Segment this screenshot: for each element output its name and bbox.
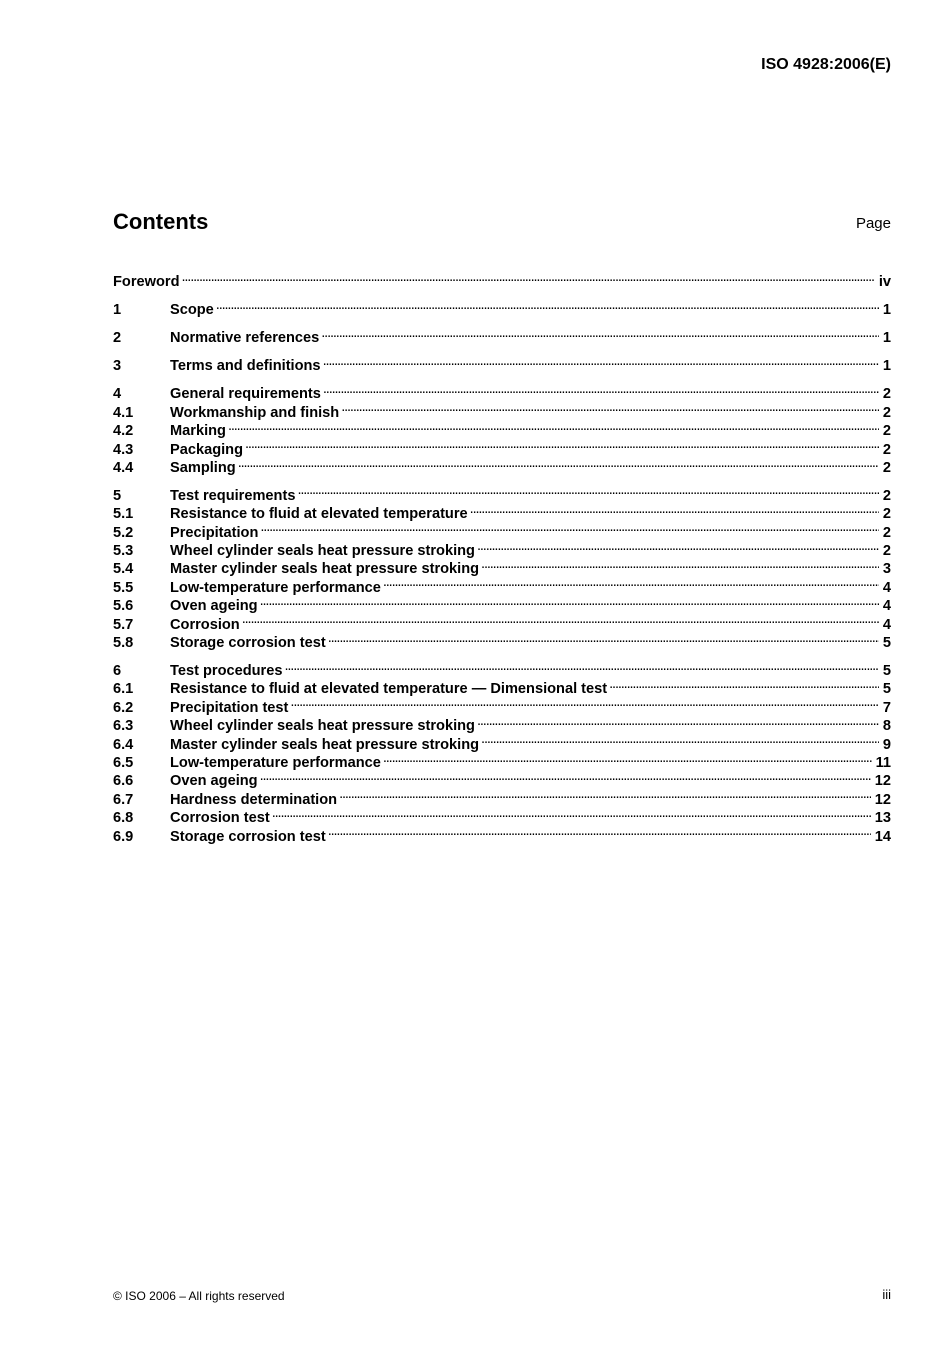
toc-entry-number: 1	[113, 302, 122, 319]
toc-entry-title: Master cylinder seals heat pressure stroking	[170, 736, 480, 753]
toc-entry-title: Sampling	[170, 459, 236, 476]
toc-entry-number: 5.4	[113, 561, 134, 578]
page-column-label: Page	[855, 215, 891, 232]
dot-leader	[468, 500, 879, 518]
toc-entry[interactable]	[113, 296, 891, 319]
toc-entry-title: Wheel cylinder seals heat pressure stroking	[170, 543, 475, 560]
dot-leader	[288, 693, 878, 711]
toc-entry-page: 2	[882, 441, 891, 458]
toc-entry[interactable]	[113, 352, 891, 375]
dot-leader	[381, 573, 879, 591]
toc-entry[interactable]	[113, 417, 891, 440]
toc-entry-page: 9	[882, 736, 891, 753]
toc-entry-number: 4.3	[113, 441, 134, 458]
toc-entry-title: Oven ageing	[170, 598, 258, 615]
toc-entry-page: 14	[874, 828, 891, 845]
dot-leader	[319, 324, 879, 342]
toc-entry-page: 1	[882, 358, 891, 375]
dot-leader	[236, 454, 879, 472]
toc-entry-number: 6.5	[113, 754, 134, 771]
toc-entry-number: 4.4	[113, 459, 134, 476]
toc-entry-number: 6	[113, 662, 122, 679]
dot-leader	[243, 435, 879, 453]
toc-entry[interactable]	[113, 435, 891, 458]
dot-leader	[337, 785, 871, 803]
toc-entry-page: 12	[874, 773, 891, 790]
dot-leader	[475, 537, 879, 555]
toc-entry-number: 5.8	[113, 635, 134, 651]
dot-leader	[479, 555, 879, 573]
dot-leader	[179, 268, 874, 286]
toc-entry-title: Wheel cylinder seals heat pressure stroking	[170, 718, 475, 735]
dot-leader	[258, 767, 871, 785]
toc-entry-number: 6.3	[113, 718, 134, 735]
toc-entry-title: Resistance to fluid at elevated temperature	[170, 506, 468, 523]
copyright-notice: © ISO 2006 – All rights reserved	[113, 1289, 285, 1303]
toc-entry-page: 5	[882, 681, 891, 698]
dot-leader	[214, 296, 879, 314]
toc-entry-number: 5.3	[113, 543, 134, 560]
toc-entry-number: 5.7	[113, 616, 134, 633]
toc-entry-title: Precipitation test	[170, 699, 289, 716]
dot-leader	[321, 352, 879, 370]
toc-entry-page: 1	[882, 330, 891, 347]
toc-entry-title: Test requirements	[170, 487, 296, 504]
dot-leader	[479, 730, 879, 748]
toc-entry-page: iv	[878, 274, 891, 291]
dot-leader	[226, 417, 879, 435]
toc-entry-title: Storage corrosion test	[170, 635, 326, 651]
dot-leader	[270, 804, 871, 822]
toc-entry-title: Low-temperature performance	[170, 754, 381, 771]
toc-entry-title: Storage corrosion test	[170, 828, 326, 845]
toc-entry-title: Workmanship and finish	[170, 404, 340, 421]
dot-leader	[295, 481, 878, 499]
toc-entry-page: 11	[875, 754, 891, 771]
toc-entry-number: 6.2	[113, 699, 134, 716]
toc-entry-number: 4	[113, 386, 122, 403]
toc-entry[interactable]	[113, 268, 891, 291]
toc-entry-number: 5.1	[113, 506, 134, 523]
toc-entry-page: 2	[882, 543, 891, 560]
toc-entry-page: 5	[882, 662, 891, 679]
toc-entry-title: Terms and definitions	[170, 358, 321, 375]
dot-leader	[339, 398, 879, 416]
toc-entry-title: General requirements	[170, 386, 321, 403]
toc-entry[interactable]	[113, 657, 891, 679]
dot-leader	[326, 822, 871, 840]
toc-entry-page: 1	[882, 302, 891, 319]
toc-entry-page: 4	[882, 579, 891, 596]
toc-entry-page: 12	[874, 791, 891, 808]
toc-entry-page: 2	[882, 423, 891, 440]
toc-entry-number: 6.1	[113, 681, 134, 698]
toc-entry-page: 4	[882, 616, 891, 633]
dot-leader	[258, 592, 879, 610]
toc-entry[interactable]	[113, 380, 891, 403]
toc-entry-page: 8	[882, 718, 891, 735]
toc-entry-number: 6.9	[113, 828, 134, 845]
toc-entry-title: Resistance to fluid at elevated temperature — Dimensional test	[170, 681, 608, 698]
toc-entry-number: 4.2	[113, 423, 134, 440]
toc-entry-page: 2	[882, 506, 891, 523]
page-title: Contents	[113, 209, 209, 234]
table-of-contents	[113, 268, 891, 845]
toc-entry-title: Corrosion	[170, 616, 240, 633]
toc-entry-number: 5.6	[113, 598, 134, 615]
toc-entry-title: Scope	[170, 302, 214, 319]
toc-entry-number: 6.8	[113, 810, 134, 827]
toc-entry-page: 4	[882, 598, 891, 615]
document-id: ISO 4928:2006(E)	[761, 56, 891, 73]
toc-entry-number: 5.5	[113, 579, 134, 596]
toc-entry-title: Low-temperature performance	[170, 579, 381, 596]
toc-entry-number: 6.6	[113, 773, 134, 790]
dot-leader	[475, 712, 879, 730]
toc-entry[interactable]	[113, 481, 891, 504]
toc-entry-number: 6.4	[113, 736, 134, 753]
page-number: iii	[882, 1287, 891, 1302]
toc-entry-number: 5	[113, 487, 122, 504]
toc-entry-page: 7	[882, 699, 891, 716]
toc-entry-page: 2	[882, 386, 891, 403]
toc-entry-page: 2	[882, 459, 891, 476]
toc-entry-title: Foreword	[113, 274, 180, 291]
toc-entry-title: Precipitation	[170, 524, 259, 541]
toc-entry-page: 5	[882, 635, 891, 651]
toc-entry-page: 2	[882, 404, 891, 421]
toc-entry-number: 6.7	[113, 791, 134, 808]
toc-entry-page: 3	[882, 561, 891, 578]
toc-entry-number: 4.1	[113, 404, 134, 421]
dot-leader	[258, 518, 878, 536]
toc-entry-title: Oven ageing	[170, 773, 258, 790]
toc-entry-title: Hardness determination	[170, 791, 338, 808]
toc-entry-title: Test procedures	[170, 662, 283, 679]
toc-entry-number: 2	[113, 330, 122, 347]
toc-entry-page: 2	[882, 524, 891, 541]
toc-entry-title: Marking	[170, 423, 226, 440]
dot-leader	[607, 675, 879, 693]
toc-entry-title: Master cylinder seals heat pressure stroking	[170, 561, 480, 578]
dot-leader	[381, 749, 872, 767]
toc-entry-title: Packaging	[170, 441, 243, 458]
dot-leader	[326, 629, 879, 647]
toc-entry-title: Corrosion test	[170, 810, 270, 827]
dot-leader	[282, 657, 878, 675]
toc-entry-title: Normative references	[170, 330, 320, 347]
toc-entry-number: 5.2	[113, 524, 134, 541]
toc-entry[interactable]	[113, 324, 891, 347]
dot-leader	[240, 610, 879, 628]
toc-entry-number: 3	[113, 358, 122, 375]
dot-leader	[321, 380, 879, 398]
toc-entry-page: 2	[882, 487, 891, 504]
toc-entry-page: 13	[874, 810, 891, 827]
